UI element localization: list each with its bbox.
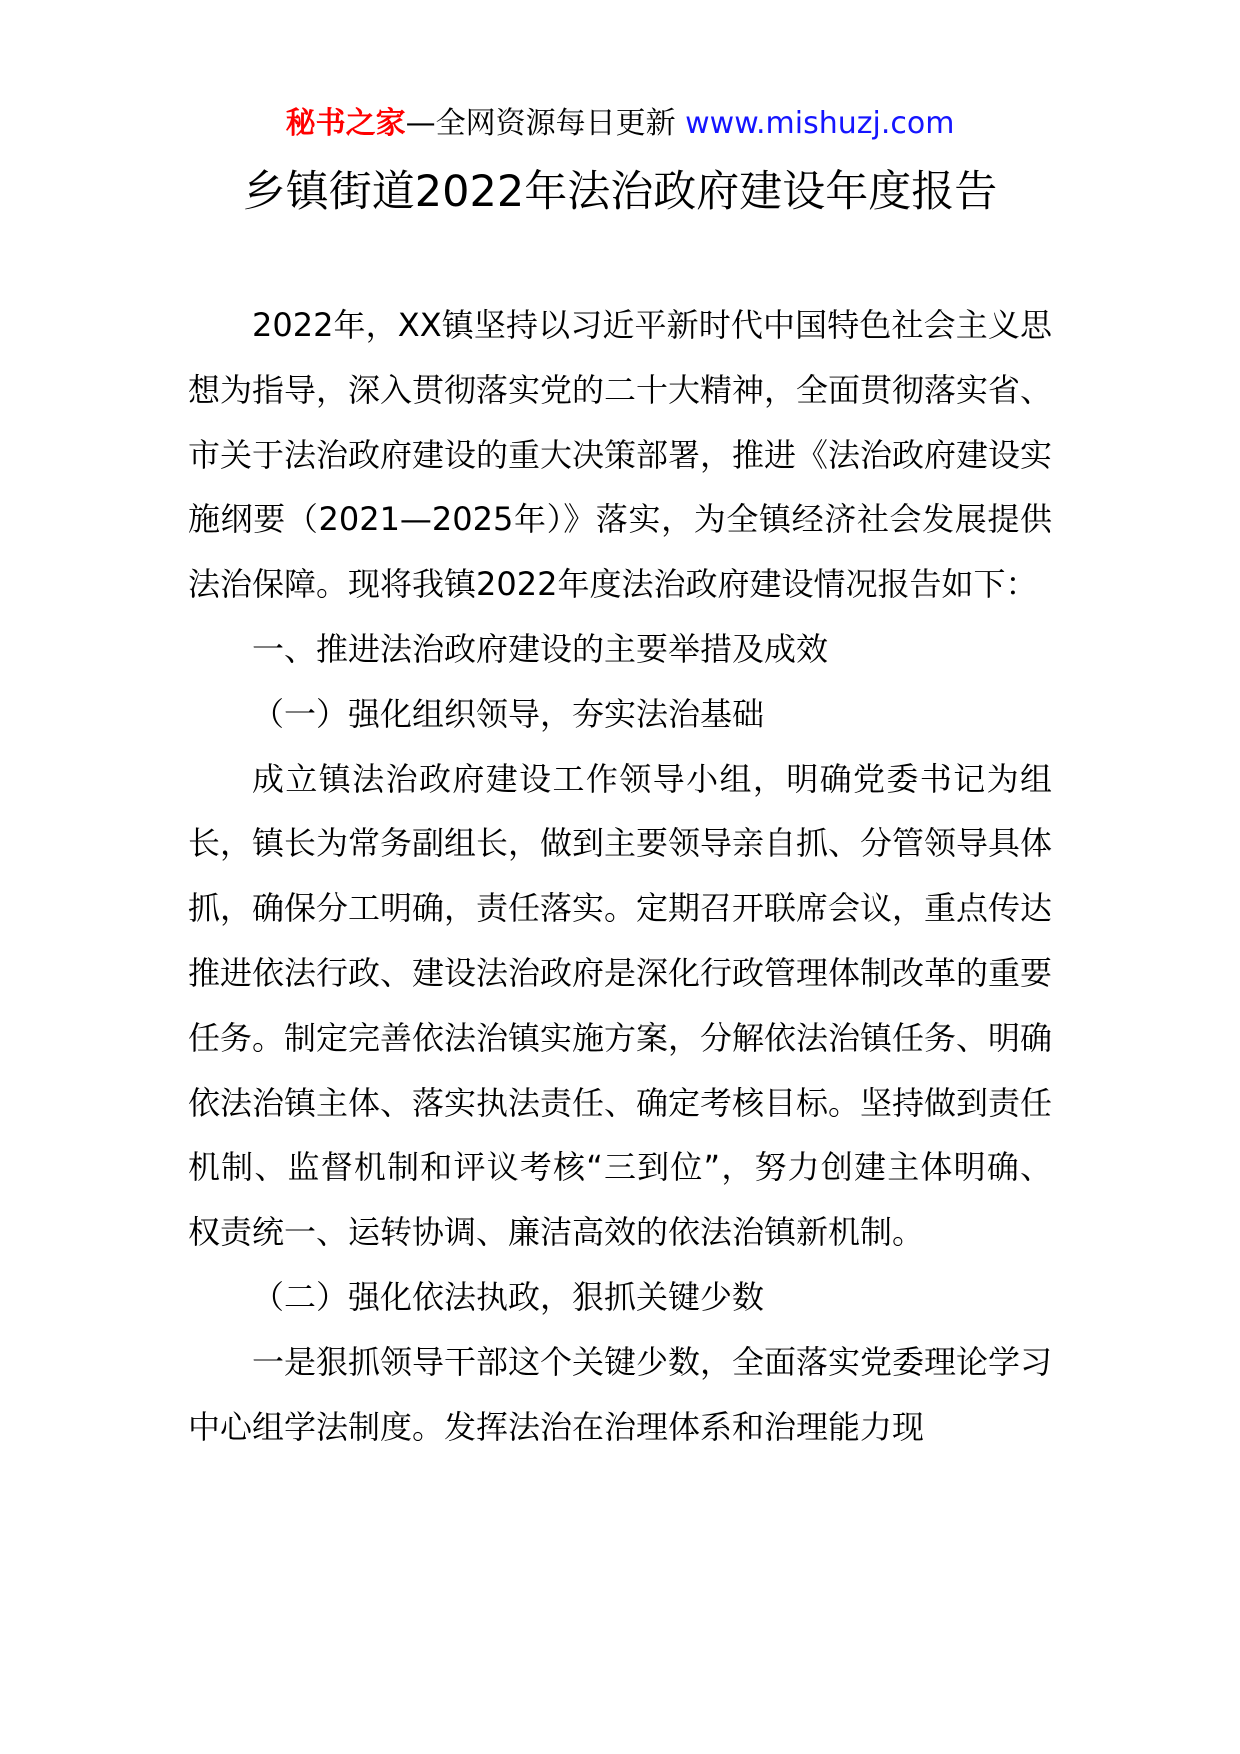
intro-paragraph: 2022年，XX镇坚持以习近平新时代中国特色社会主义思想为指导，深入贯彻落实党的二十大精神，全面贯彻落实省、市关于法治政府建设的重大决策部署，推进《法治政府建设实施纲要（2021—2025年）》落实，为全镇经济社会发展提供法治保障。现将我镇2022年度法治政府建设情况报告如下：: [188, 306, 1053, 604]
subsection-heading: （二）强化依法执政，狠抓关键少数: [252, 1277, 765, 1316]
document-body: [188, 293, 1052, 1459]
body-paragraph: 成立镇法治政府建设工作领导小组，明确党委书记为组长，镇长为常务副组长，做到主要领导亲自抓、分管领导具体抓，确保分工明确，责任落实。定期召开联席会议，重点传达推进依法行政、建设法治政府是深化行政管理体制改革的重要任务。制定完善依法治镇实施方案，分解依法治镇任务、明确依法治镇主体、落实执法责任、确定考核目标。坚持做到责任机制、监督机制和评议考核“三到位”，努力创建主体明确、权责统一、运转协调、廉洁高效的依法治镇新机制。: [188, 759, 1053, 1252]
body-paragraph: 一是狠抓领导干部这个关键少数，全面落实党委理论学习中心组学法制度。发挥法治在治理体系和治理能力现: [188, 1342, 1053, 1446]
subsection-heading: （一）强化组织领导，夯实法治基础: [252, 694, 765, 733]
site-url-link[interactable]: www.mishuzj.com: [685, 106, 955, 141]
site-banner: [0, 104, 1240, 144]
brand-name: 秘书之家: [285, 106, 406, 141]
section-heading: 一、推进法治政府建设的主要举措及成效: [252, 629, 829, 668]
document-title: 乡镇街道2022年法治政府建设年度报告: [242, 167, 998, 217]
banner-tagline: —全网资源每日更新: [405, 106, 676, 141]
